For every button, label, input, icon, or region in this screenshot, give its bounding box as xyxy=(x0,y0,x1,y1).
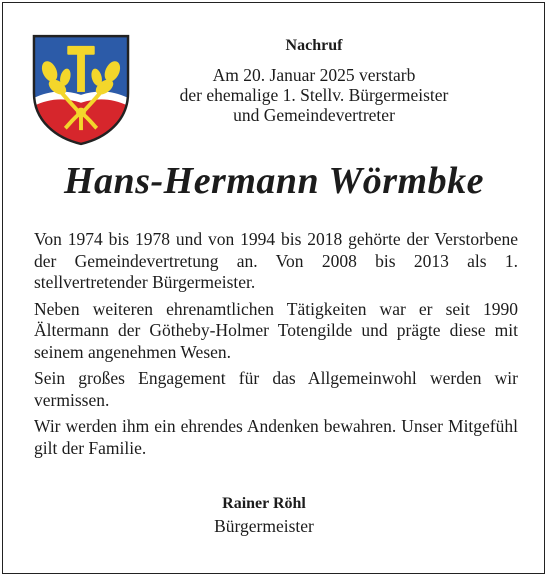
signatory-role: Bürgermeister xyxy=(214,516,314,536)
coat-of-arms-icon xyxy=(32,34,130,146)
header-block xyxy=(150,36,478,125)
signature-block xyxy=(150,494,378,536)
paragraph-tenure: Von 1974 bis 1978 und von 1994 bis 2018 gehörte der Verstorbene der Gemeindevertretung an. Von 2008 bis 2013 als 1. stellvertretender Bürgermeister. xyxy=(34,229,518,292)
obituary-body xyxy=(34,229,518,464)
signatory-name: Rainer Röhl xyxy=(222,495,306,512)
paragraph-activities: Neben weiteren ehrenamtlichen Tätigkeiten war er seit 1990 Ältermann der Götheby-Holmer Totengilde und prägte diese mit seinem angenehmen Wesen. xyxy=(34,298,518,362)
header-line-date: Am 20. Januar 2025 verstarb xyxy=(212,65,416,85)
paragraph-condolence: Wir werden ihm ein ehrendes Andenken bewahren. Unser Mitgefühl gilt der Familie. xyxy=(34,416,518,458)
paragraph-engagement: Sein großes Engagement für das Allgemeinwohl werden wir vermissen. xyxy=(34,368,518,410)
deceased-name: Hans-Hermann Wörmbke xyxy=(64,160,484,202)
header-line-office: der ehemalige 1. Stellv. Bürgermeister xyxy=(179,85,449,105)
header-line-role: und Gemeindevertreter xyxy=(233,105,395,125)
obituary-title: Nachruf xyxy=(285,37,343,54)
